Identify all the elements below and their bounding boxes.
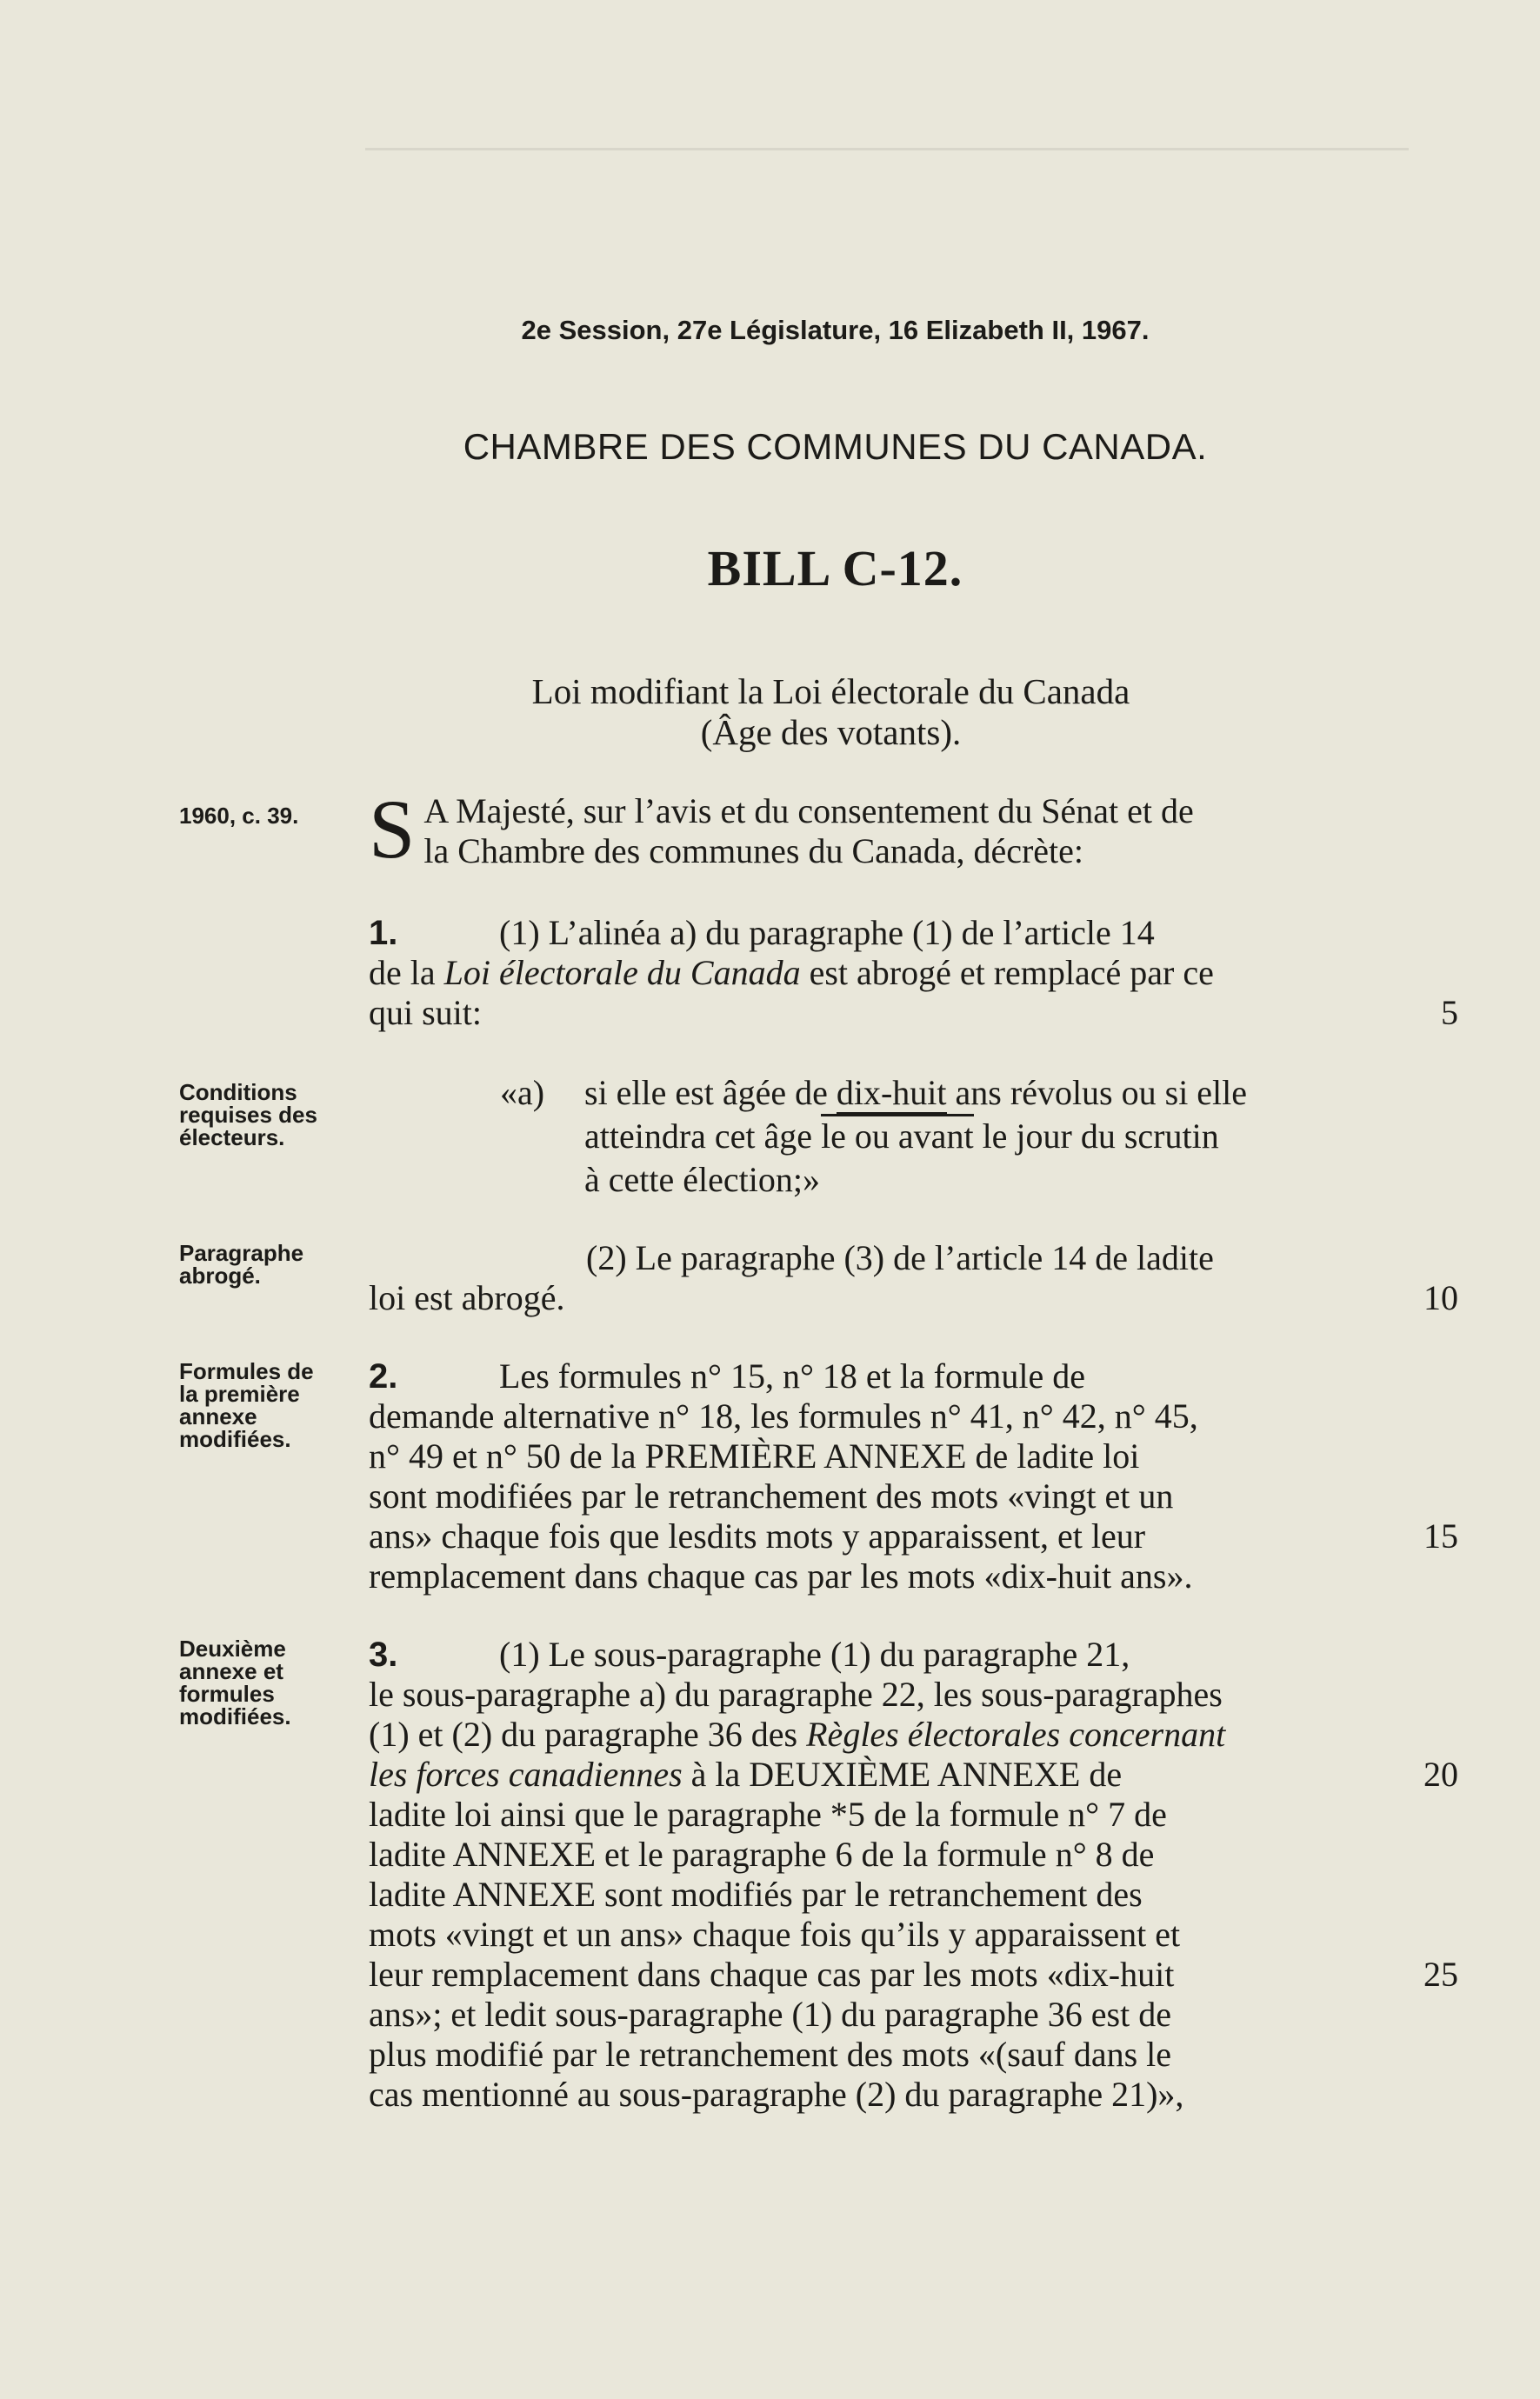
text-line: demande alternative n° 18, les formules n° 41, n° 42, n° 45, — [369, 1396, 1198, 1436]
margin-note-conditions — [179, 1081, 331, 1149]
text-line: ladite ANNEXE sont modifiés par le retranchement des — [369, 1875, 1143, 1914]
enacting-clause — [369, 783, 1408, 876]
text-line: cas mentionné au sous-paragraphe (2) du paragraphe 21)», — [369, 2075, 1184, 2114]
act-name: Loi électorale du Canada — [443, 953, 801, 992]
margin-note-deuxieme — [179, 1637, 331, 1728]
margin-note-line: modifiées. — [179, 1426, 291, 1452]
text-span: atteindra cet âge — [584, 1116, 822, 1156]
text-line: ladite loi ainsi que le paragraphe *5 de la formule n° 7 de — [369, 1795, 1167, 1834]
text-line: ans»; et ledit sous-paragraphe (1) du paragraphe 36 est de — [369, 1995, 1171, 2034]
text-span: Les formules n° 15, n° 18 et la formule de — [499, 1356, 1086, 1396]
bill-title — [0, 671, 1540, 753]
margin-note-formules — [179, 1360, 331, 1450]
drop-cap: S — [369, 783, 416, 876]
text-line: remplacement dans chaque cas par les mots «dix-huit ans». — [369, 1556, 1193, 1596]
text-span: si elle est âgée de — [584, 1073, 837, 1112]
section-number: 1. — [369, 914, 398, 952]
text-line: n° 49 et n° 50 de la PREMIÈRE ANNEXE de ladite loi — [369, 1436, 1140, 1476]
text-line: A Majesté, sur l’avis et du consentement du Sénat et de — [423, 791, 1194, 830]
line-number: 20 — [1423, 1755, 1458, 1794]
section-number: 2. — [369, 1357, 398, 1396]
text-line: le sous-paragraphe a) du paragraphe 22, les sous-paragraphes — [369, 1675, 1223, 1714]
text-span: est abrogé et remplacé par ce — [800, 953, 1214, 992]
text-span: (1) Le sous-paragraphe (1) du paragraphe 21, — [499, 1635, 1130, 1674]
margin-note-line: requises des — [179, 1102, 317, 1128]
bill-title-line1: Loi modifiant la Loi électorale du Canada — [531, 671, 1130, 711]
line-number: 5 — [1441, 993, 1458, 1032]
quoted-para-label: «a) — [500, 1073, 545, 1112]
bill-title-line2: (Âge des votants). — [700, 712, 962, 752]
section-3 — [369, 1635, 1408, 2115]
text-line: plus modifié par le retranchement des mots «(sauf dans le — [369, 2035, 1172, 2074]
text-line — [369, 953, 1408, 993]
margin-note-citation: 1960, c. 39. — [179, 803, 299, 829]
section-1-subsection-2 — [369, 1238, 1408, 1318]
margin-note-line: abrogé. — [179, 1263, 261, 1289]
text-line — [369, 1635, 1408, 1675]
margin-note-line: annexe et — [179, 1658, 283, 1684]
margin-note-line: Formules de — [179, 1358, 314, 1384]
margin-note-line: Deuxième — [179, 1636, 286, 1662]
text-span: ans révolus ou si elle — [946, 1073, 1248, 1112]
text-line: ladite ANNEXE et le paragraphe 6 de la formule n° 8 de — [369, 1835, 1155, 1874]
text-span: (1) L’alinéa a) du paragraphe (1) de l’article 14 — [499, 913, 1155, 952]
text-line: mots «vingt et un ans» chaque fois qu’ils y apparaissent et — [369, 1915, 1181, 1954]
rules-name: les forces canadiennes — [369, 1755, 683, 1794]
line-number: 10 — [1423, 1278, 1458, 1317]
text-span: de la — [369, 953, 444, 992]
house-name: CHAMBRE DES COMMUNES DU CANADA. — [463, 426, 1208, 467]
section-number: 3. — [369, 1636, 398, 1674]
text-line: loi est abrogé. — [369, 1278, 565, 1317]
text-span: le jour du scrutin — [973, 1116, 1219, 1156]
session-line: 2e Session, 27e Législature, 16 Elizabeth II, 1967. — [521, 315, 1150, 345]
text-span: à la DEUXIÈME ANNEXE de — [682, 1755, 1123, 1794]
text-line — [369, 1356, 1408, 1396]
text-line — [584, 1071, 1410, 1115]
margin-note-line: modifiées. — [179, 1703, 291, 1729]
text-line: la Chambre des communes du Canada, décrète: — [423, 831, 1084, 870]
margin-note-paragraphe — [179, 1242, 331, 1287]
margin-note-line: formules — [179, 1681, 275, 1707]
text-line: ans» chaque fois que lesdits mots y apparaissent, et leur — [369, 1516, 1146, 1556]
text-line: qui suit: — [369, 993, 483, 1032]
margin-note-line: annexe — [179, 1403, 257, 1429]
bill-number: BILL C-12. — [707, 540, 963, 596]
text-line: leur remplacement dans chaque cas par les mots «dix-huit — [369, 1955, 1175, 1994]
text-line — [369, 1755, 1408, 1795]
section-1 — [369, 913, 1408, 1033]
margin-note-line: la première — [179, 1381, 300, 1407]
margin-note-line: Paragraphe — [179, 1240, 304, 1266]
overlined-text: le ou avant — [821, 1114, 974, 1156]
text-line — [584, 1115, 1410, 1158]
text-line: à cette élection;» — [584, 1160, 820, 1199]
show-through-rule — [365, 148, 1409, 150]
text-line: (2) Le paragraphe (3) de l’article 14 de ladite — [586, 1238, 1214, 1277]
text-line: sont modifiées par le retranchement des mots «vingt et un — [369, 1476, 1174, 1516]
text-line — [369, 1715, 1408, 1755]
rules-name: Règles électorales concernant — [806, 1715, 1226, 1754]
underlined-text: dix-huit — [837, 1073, 947, 1115]
margin-note-line: Conditions — [179, 1079, 297, 1105]
text-line — [369, 913, 1408, 953]
margin-note-line: électeurs. — [179, 1124, 285, 1150]
line-number: 25 — [1423, 1955, 1458, 1994]
quoted-paragraph — [584, 1071, 1410, 1202]
section-2 — [369, 1356, 1408, 1596]
text-span: (1) et (2) du paragraphe 36 des — [369, 1715, 807, 1754]
line-number: 15 — [1423, 1516, 1458, 1556]
